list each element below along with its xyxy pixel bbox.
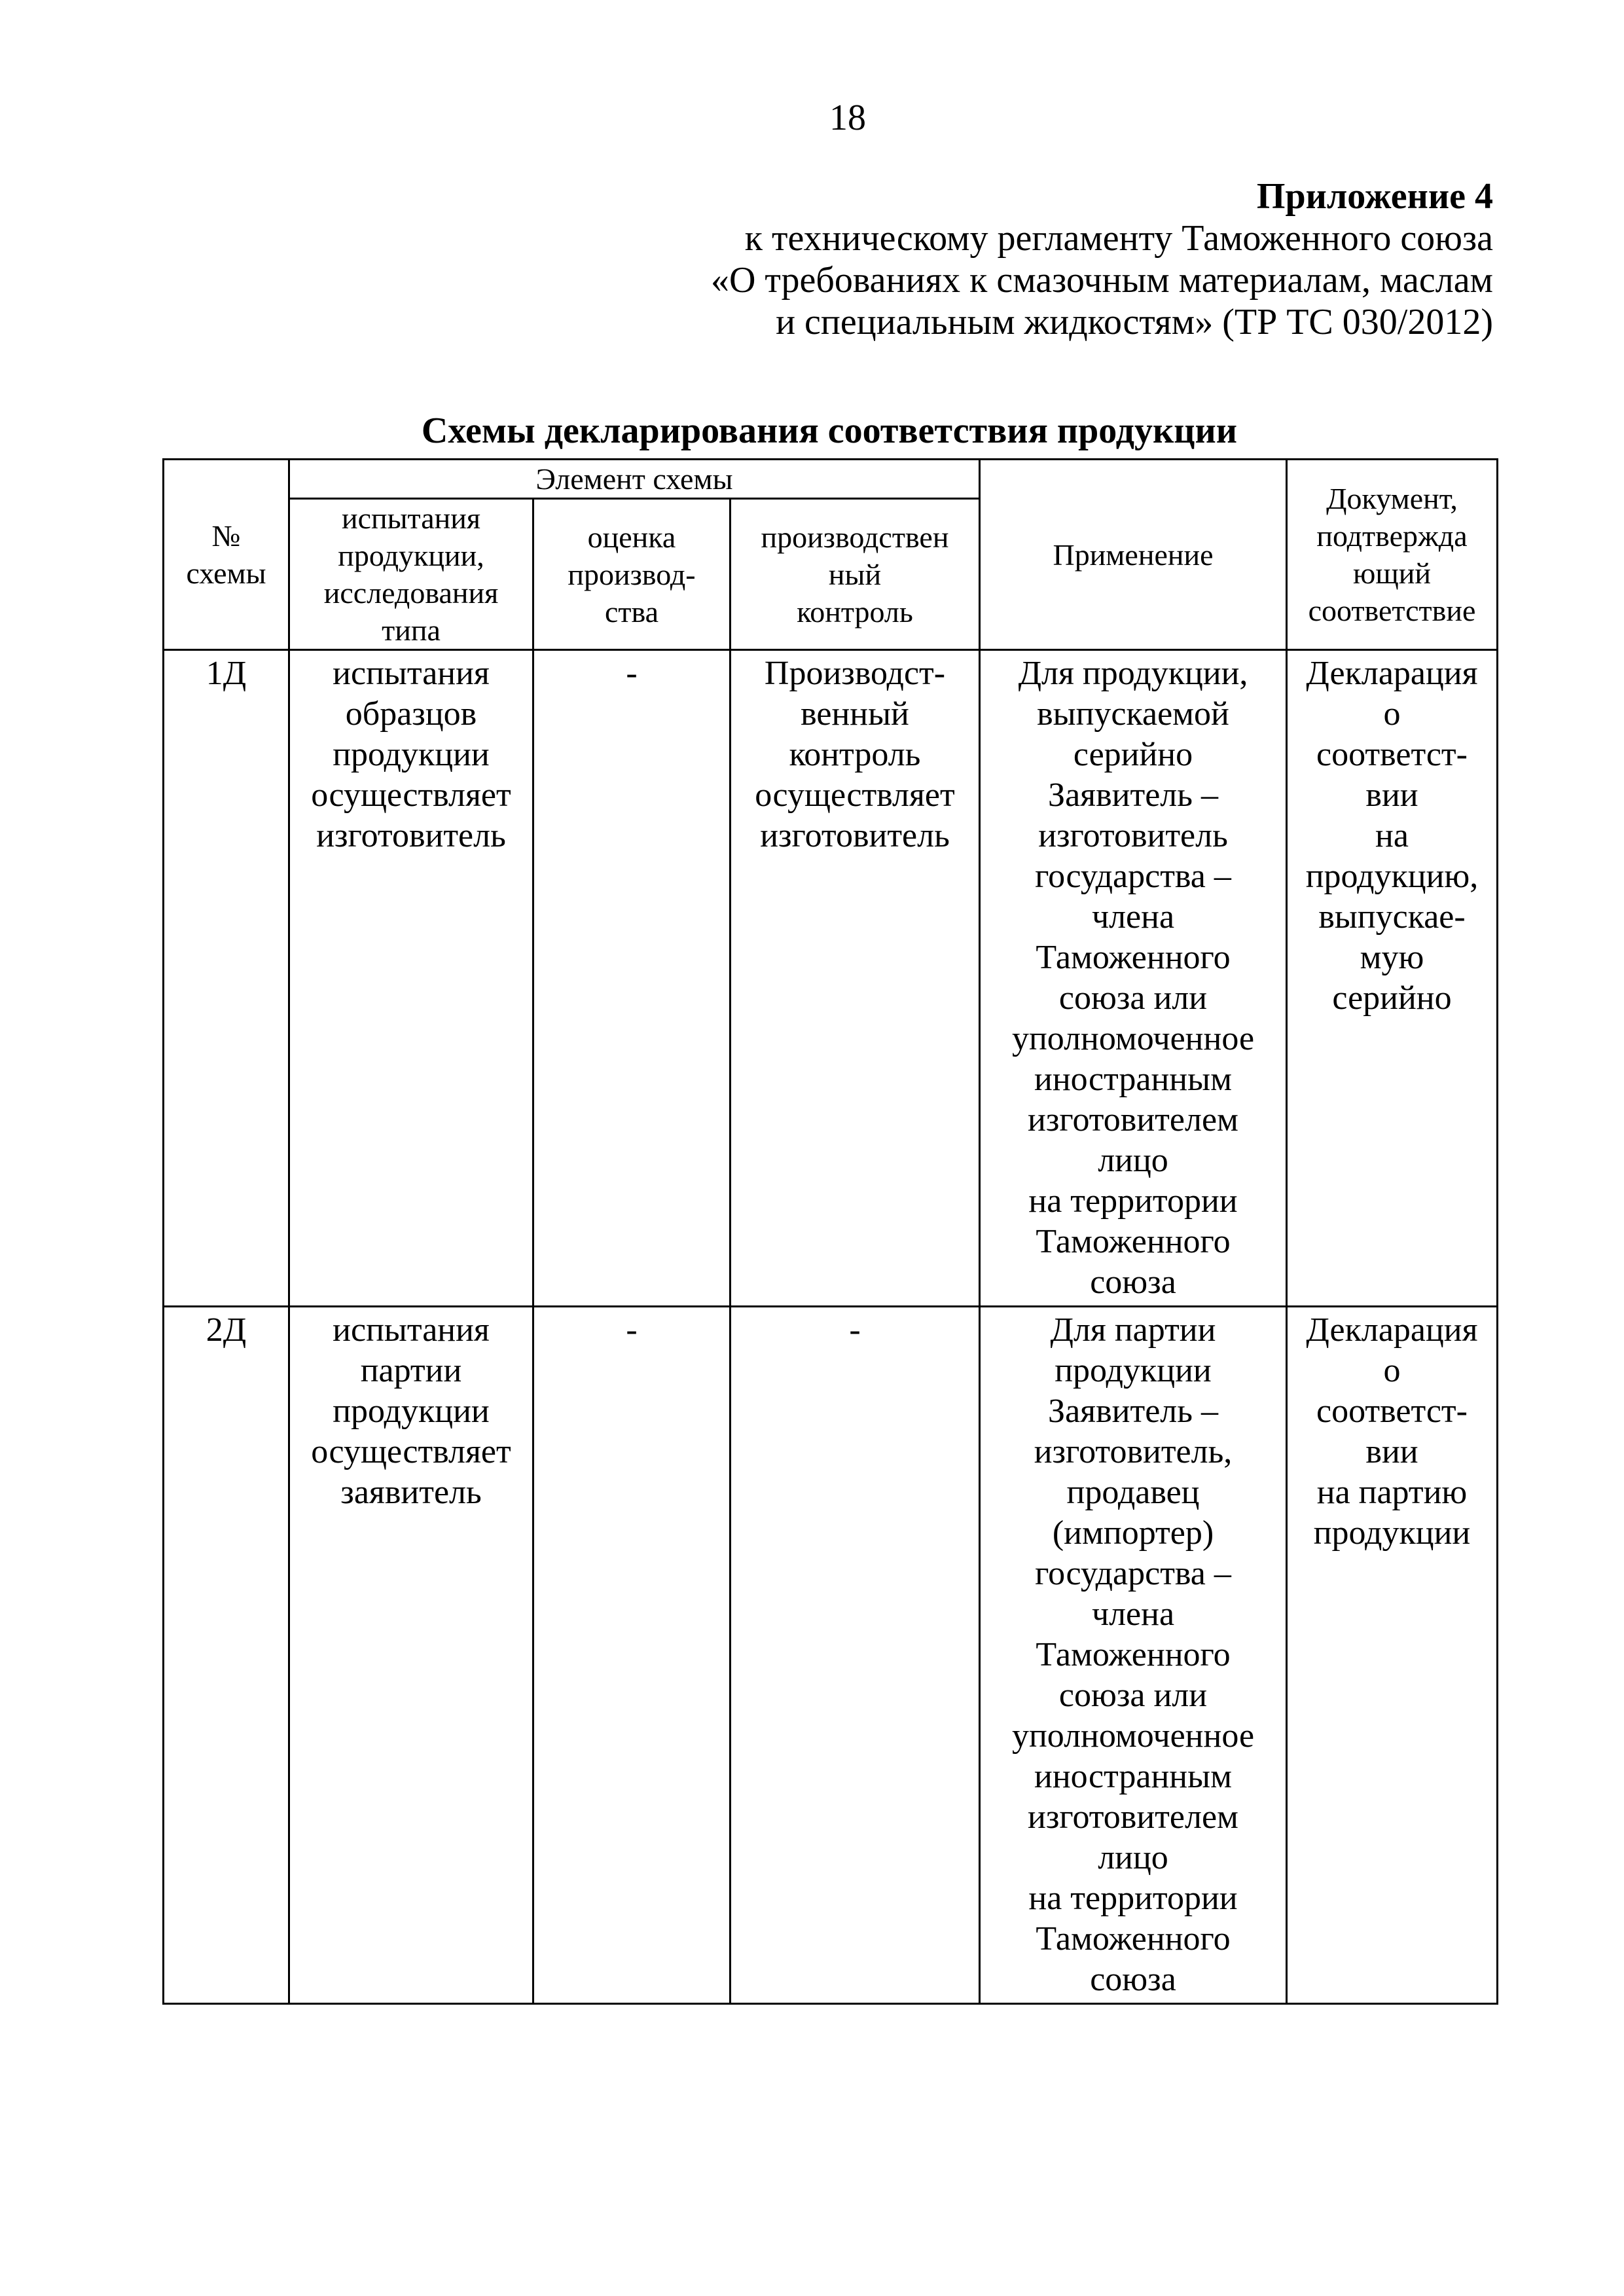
page-number: 18 bbox=[829, 98, 866, 138]
document-title: Схемы декларирования соответствия продукции bbox=[421, 410, 1238, 451]
appendix-header bbox=[711, 175, 1493, 343]
cell-conformity-document: Декларация о соответст- вии на продукцию, выпускае- мую серийно bbox=[1287, 650, 1498, 1307]
cell-production-assessment: - bbox=[533, 650, 731, 1307]
table-row bbox=[164, 1307, 1498, 2004]
header-conformity-document: Документ, подтвержда ющий соответствие bbox=[1287, 460, 1498, 650]
header-production-assessment: оценка производ- ства bbox=[533, 499, 731, 650]
header-scheme-number: № схемы bbox=[164, 460, 289, 650]
cell-scheme-number: 2Д bbox=[164, 1307, 289, 2004]
appendix-line-1: к техническому регламенту Таможенного союза bbox=[744, 218, 1493, 259]
cell-product-testing: испытания образцов продукции осуществляет изготовитель bbox=[289, 650, 533, 1307]
header-row-group bbox=[164, 460, 1498, 499]
header-production-control: производствен ный контроль bbox=[731, 499, 980, 650]
header-scheme-element: Элемент схемы bbox=[289, 460, 980, 499]
appendix-line-2: «О требованиях к смазочным материалам, маслам bbox=[710, 260, 1493, 301]
cell-application: Для продукции, выпускаемой серийно Заявитель – изготовитель государства – члена Таможенного союза или уполномоченное иностранным изготовителем лицо на территории Таможенного союза bbox=[980, 650, 1287, 1307]
declaration-schemes-table bbox=[162, 458, 1498, 2005]
cell-production-assessment: - bbox=[533, 1307, 731, 2004]
cell-production-control: Производст- венный контроль осуществляет изготовитель bbox=[731, 650, 980, 1307]
header-product-testing: испытания продукции, исследования типа bbox=[289, 499, 533, 650]
cell-production-control: - bbox=[731, 1307, 980, 2004]
cell-product-testing: испытания партии продукции осуществляет заявитель bbox=[289, 1307, 533, 2004]
header-application: Применение bbox=[980, 460, 1287, 650]
cell-conformity-document: Декларация о соответст- вии на партию продукции bbox=[1287, 1307, 1498, 2004]
appendix-line-3: и специальным жидкостям» (ТР ТС 030/2012) bbox=[776, 302, 1493, 342]
appendix-title: Приложение 4 bbox=[1256, 176, 1493, 217]
table-row bbox=[164, 650, 1498, 1307]
cell-application: Для партии продукции Заявитель – изготовитель, продавец (импортер) государства – члена Таможенного союза или уполномоченное иностранным изготовителем лицо на территории Таможенного союза bbox=[980, 1307, 1287, 2004]
cell-scheme-number: 1Д bbox=[164, 650, 289, 1307]
